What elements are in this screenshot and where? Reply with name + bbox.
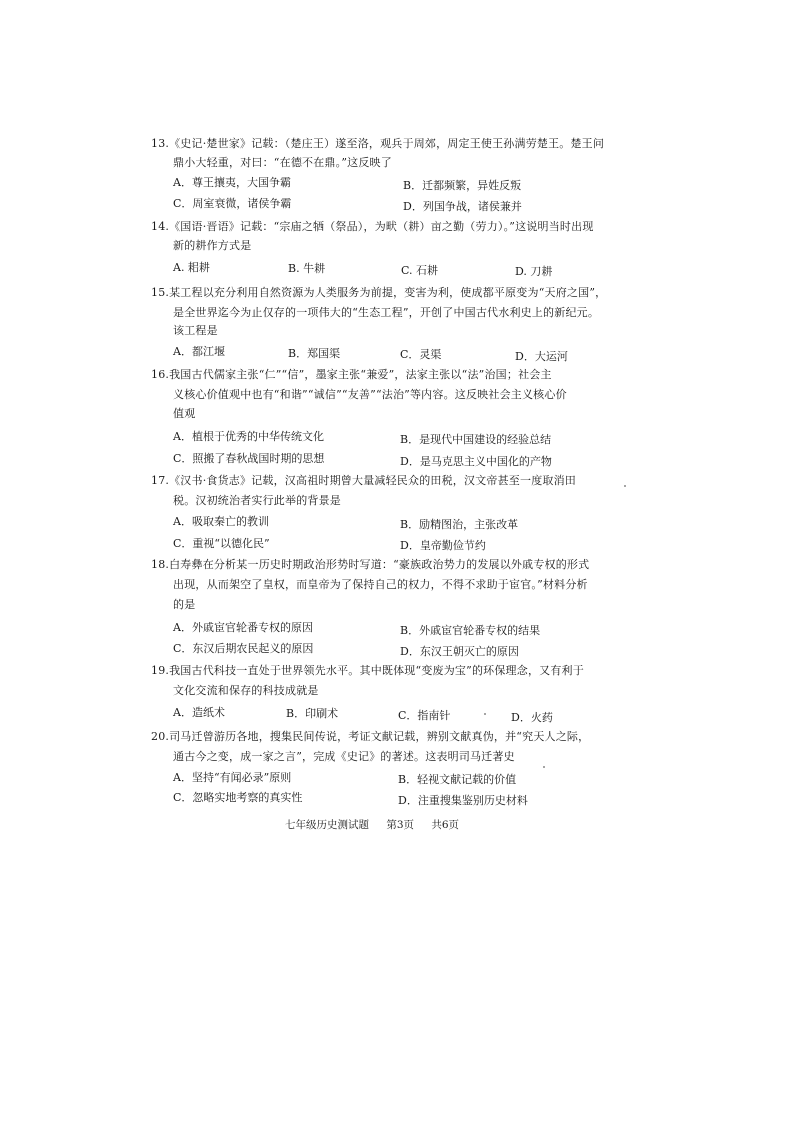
- scan-speck: [624, 485, 626, 487]
- question-17-option-b: B．励精图治，主张改革: [400, 518, 519, 531]
- question-16-option-b: B．是现代中国建设的经验总结: [400, 433, 552, 446]
- question-20-line-1: 20.司马迁曾游历各地，搜集民间传说，考证文献记载，辨别文献真伪，并“究天人之际，: [151, 730, 590, 743]
- question-15-line-1: 15.某工程以充分利用自然资源为人类服务为前提，变害为利，使成都平原变为“天府之国”，: [151, 286, 607, 299]
- question-13-option-d: D．列国争战，诸侯兼并: [403, 200, 522, 213]
- scan-speck: [484, 713, 486, 715]
- question-15-option-c: C．灵渠: [400, 348, 442, 361]
- question-16-line-3: 值观: [173, 407, 196, 420]
- question-19-option-d: D．火药: [511, 711, 553, 724]
- question-13-option-a: A．尊王攘夷，大国争霸: [173, 176, 291, 189]
- page-footer: [285, 817, 473, 832]
- question-17-option-a: A．吸取秦亡的教训: [173, 515, 269, 528]
- footer-page-number: 第3页: [386, 819, 415, 831]
- question-17-option-d: D．皇帝勤俭节约: [400, 539, 486, 552]
- question-16-line-1: 16.我国古代儒家主张“仁”“信”，墨家主张“兼爱”，法家主张以“法”治国；社会主: [151, 368, 552, 381]
- question-20-line-2: 通古今之变，成一家之言”，完成《史记》的著述。这表明司马迁著史: [173, 750, 515, 763]
- question-19-option-a: A．造纸术: [173, 706, 225, 719]
- question-16-option-c: C．照搬了春秋战国时期的思想: [173, 452, 325, 465]
- question-20-option-b: B．轻视文献记载的价值: [398, 773, 517, 786]
- question-16-option-d: D．是马克思主义中国化的产物: [400, 455, 552, 468]
- question-18-option-a: A．外戚宦官轮番专权的原因: [173, 621, 313, 634]
- question-18-option-d: D．东汉王朝灭亡的原因: [400, 645, 519, 658]
- question-19-option-b: B．印刷术: [286, 707, 339, 720]
- question-13-option-b: B．迁都频繁，异姓反叛: [403, 179, 522, 192]
- question-15-option-b: B．郑国渠: [288, 347, 341, 360]
- question-18-option-c: C．东汉后期农民起义的原因: [173, 642, 314, 655]
- question-15-option-d: D．大运河: [515, 350, 568, 363]
- footer-total-pages: 共6页: [431, 819, 460, 831]
- scan-speck: [543, 766, 545, 768]
- question-19-line-2: 文化交流和保存的科技成就是: [173, 684, 319, 697]
- question-17-line-2: 税。汉初统治者实行此举的背景是: [173, 494, 341, 507]
- question-15-line-2: 是全世界迄今为止仅存的一项伟大的“生态工程”，开创了中国古代水利史上的新纪元。: [173, 306, 600, 319]
- question-20-option-c: C．忽略实地考察的真实性: [173, 791, 303, 804]
- question-18-line-2: 出现，从而架空了皇权，而皇帝为了保持自己的权力，不得不求助于宦官。”材料分析: [173, 578, 588, 591]
- question-14-option-a: A. 耜耕: [173, 261, 210, 274]
- question-13-line-1: 13.《史记·楚世家》记载：（楚庄王）遂至洛，观兵于周郊，周定王使王孙满劳楚王。楚王问: [151, 137, 605, 150]
- question-18-line-3: 的是: [173, 598, 196, 611]
- question-14-line-2: 新的耕作方式是: [173, 239, 252, 252]
- question-13-line-2: 鼎小大轻重，对曰：“在德不在鼎。”这反映了: [173, 156, 392, 169]
- question-14-option-b: B. 牛耕: [288, 262, 326, 275]
- question-15-option-a: A．都江堰: [173, 345, 225, 358]
- question-13-option-c: C．周室衰微，诸侯争霸: [173, 197, 292, 210]
- question-16-option-a: A．植根于优秀的中华传统文化: [173, 430, 324, 443]
- question-14-option-d: D. 刀耕: [515, 265, 553, 278]
- question-18-option-b: B．外戚宦官轮番专权的结果: [400, 624, 541, 637]
- question-14-line-1: 14.《国语·晋语》记载：“宗庙之牺（祭品），为畎（耕）亩之勤（劳力）。”这说明当时出现: [151, 220, 594, 233]
- question-16-line-2: 义核心价值观中也有“和谐”“诚信”“友善”“法治”等内容。这反映社会主义核心价: [173, 388, 567, 401]
- question-20-option-d: D．注重搜集鉴别历史材料: [398, 794, 528, 807]
- footer-subject: 七年级历史测试题: [285, 819, 369, 831]
- question-20-option-a: A．坚持“有闻必录”原则: [173, 771, 292, 784]
- question-14-option-c: C. 石耕: [401, 264, 439, 277]
- question-15-line-3: 该工程是: [173, 324, 218, 337]
- question-19-line-1: 19.我国古代科技一直处于世界领先水平。其中既体现“变废为宝”的环保理念，又有利于: [151, 664, 584, 677]
- question-18-line-1: 18.白寿彝在分析某一历史时期政治形势时写道：“豪族政治势力的发展以外戚专权的形式: [151, 558, 590, 571]
- question-17-option-c: C．重视“以德化民”: [173, 537, 270, 550]
- question-19-option-c: C．指南针: [398, 709, 451, 722]
- question-17-line-1: 17.《汉书·食货志》记载，汉高祖时期曾大量减轻民众的田税，汉文帝甚至一度取消田: [151, 474, 576, 487]
